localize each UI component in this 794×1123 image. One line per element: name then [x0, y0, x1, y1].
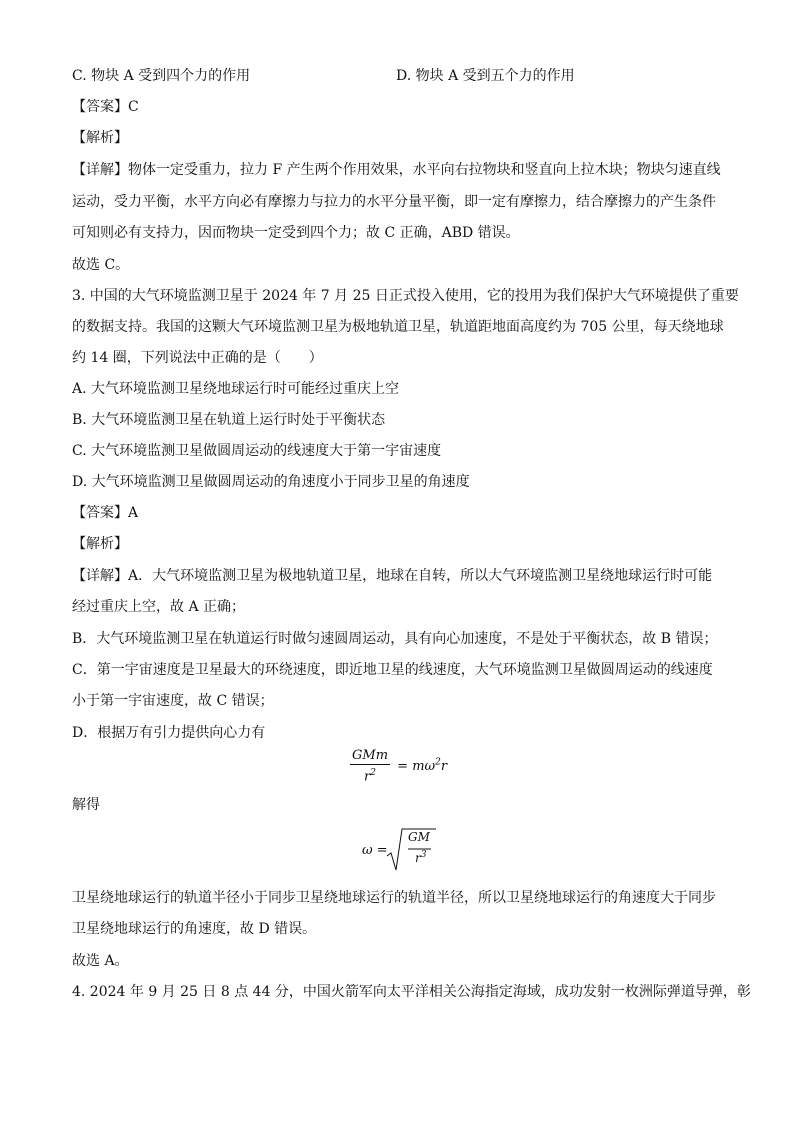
detail-3-line-8: 卫星绕地球运行的角速度，故 D 错误。	[72, 921, 317, 937]
formula-2-numerator: GM	[408, 830, 430, 844]
choose-2: 故选 C。	[72, 257, 130, 273]
detail-3-line-3: B．大气环境监测卫星在轨道运行时做匀速圆周运动，具有向心加速度，不是处于平衡状态，故 B 错误；	[72, 631, 718, 647]
question-3-line-2: 的数据支持。我国的这颗大气环境监测卫星为极地轨道卫星，轨道距地面高度约为 705 公里，每天绕地球	[72, 319, 724, 335]
formula-2-lhs: ω =	[362, 843, 388, 858]
choose-3: 故选 A。	[72, 953, 129, 969]
option-c-prev: C. 物块 A 受到四个力的作用	[72, 68, 251, 84]
question-3-option-b: B. 大气环境监测卫星在轨道上运行时处于平衡状态	[72, 412, 386, 428]
detail-3-line-7: 卫星绕地球运行的轨道半径小于同步卫星绕地球运行的轨道半径，所以卫星绕地球运行的角速度大于同步	[72, 890, 716, 906]
detail-3-line-4: C．第一宇宙速度是卫星最大的环绕速度，即近地卫星的线速度，大气环境监测卫星做圆周运动的线速度	[72, 662, 713, 678]
formula-1-numerator: GMm	[352, 748, 389, 763]
detail-3-line-2: 经过重庆上空，故 A 正确；	[72, 599, 246, 615]
formula-1-denominator-exp: 2	[370, 768, 376, 778]
question-3-option-c: C. 大气环境监测卫星做圆周运动的线速度大于第一宇宙速度	[72, 443, 442, 459]
formula-2-denominator: r	[415, 851, 421, 865]
detail-2-line-2: 运动，受力平衡，水平方向必有摩擦力与拉力的水平分量平衡，即一定有摩擦力，结合摩擦力的产生条件	[72, 194, 716, 210]
detail-2-line-3: 可知则必有支持力，因而物块一定受到四个力；故 C 正确，ABD 错误。	[72, 225, 520, 241]
formula-1-rhs-tail: r	[440, 759, 448, 775]
answer-2: 【答案】C	[72, 99, 139, 115]
formula-gravity-centripetal	[350, 748, 447, 784]
detail-3-line-1: 【详解】A．大气环境监测卫星为极地轨道卫星，地球在自转，所以大气环境监测卫星绕地球运行时可能	[72, 568, 713, 584]
jiede-label: 解得	[72, 797, 100, 813]
question-3-line-1: 3. 中国的大气环境监测卫星于 2024 年 7 月 25 日正式投入使用，它的投用为我们保护大气环境提供了重要	[72, 288, 739, 304]
detail-2-line-1: 【详解】物体一定受重力，拉力 F 产生两个作用效果，水平向右拉物块和竖直向上拉木块；物块匀速直线	[72, 162, 721, 178]
formula-omega	[362, 826, 442, 874]
question-4-line-1: 4. 2024 年 9 月 25 日 8 点 44 分，中国火箭军向太平洋相关公海指定海域，成功发射一枚洲际弹道导弹，彰	[72, 984, 751, 1000]
question-3-line-3: 约 14 圈，下列说法中正确的是（ ）	[72, 350, 323, 366]
formula-1-fraction	[350, 748, 390, 784]
analysis-label-2: 【解析】	[72, 130, 128, 146]
option-d-prev: D. 物块 A 受到五个力的作用	[396, 68, 575, 84]
formula-1-rhs: = mω	[397, 759, 436, 775]
detail-3-line-6: D．根据万有引力提供向心力有	[72, 725, 266, 741]
formula-1-rhs-exp: 2	[435, 757, 441, 768]
question-3-option-d: D. 大气环境监测卫星做圆周运动的角速度小于同步卫星的角速度	[72, 474, 470, 490]
detail-3-line-5: 小于第一宇宙速度，故 C 错误；	[72, 693, 274, 709]
question-3-option-a: A. 大气环境监测卫星绕地球运行时可能经过重庆上空	[72, 381, 400, 397]
analysis-label-3: 【解析】	[72, 536, 128, 552]
formula-2-denominator-exp: 3	[420, 850, 427, 860]
formula-1-denominator: r	[364, 769, 371, 785]
answer-3: 【答案】A	[72, 505, 139, 521]
